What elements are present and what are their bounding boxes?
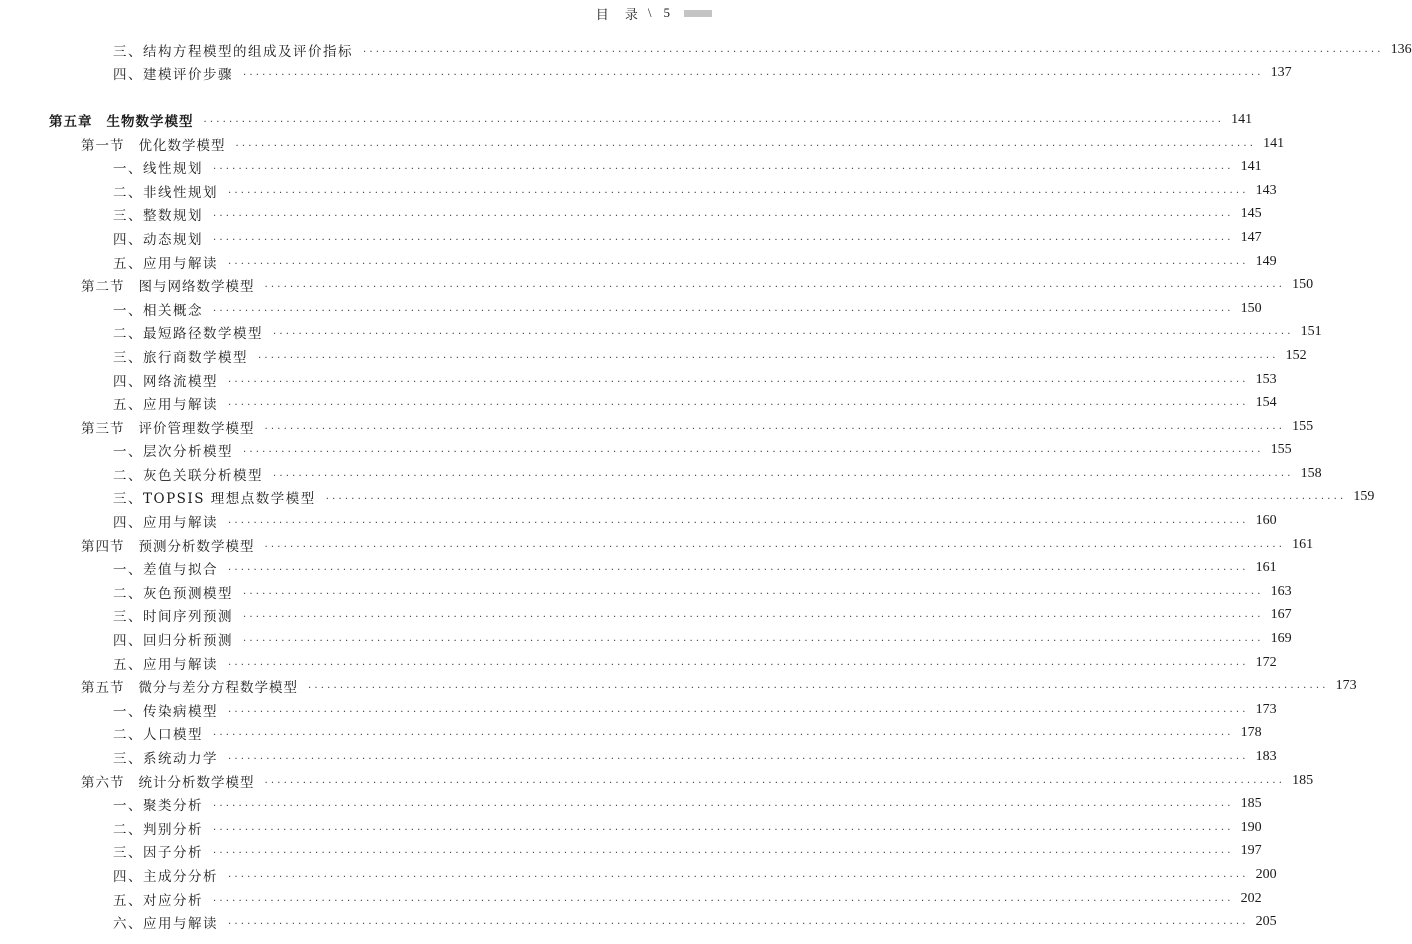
toc-item-entry[interactable] [0,321,1322,345]
dot-leader: ................................................................................................................................................................ [228,868,1249,880]
toc-item-entry[interactable] [0,863,1277,887]
toc-page-number: 173 [1335,678,1357,694]
toc-item-entry[interactable] [0,155,1262,179]
toc-item-entry[interactable] [0,62,1292,86]
dot-leader: ................................................................................................................................................................ [228,255,1249,267]
toc-page-number: 202 [1240,890,1262,906]
dot-leader: ................................................................................................................................................................ [228,373,1249,385]
toc-entry-label [113,252,228,272]
toc-page-number: 161 [1255,560,1277,576]
toc-page-number: 160 [1255,513,1277,529]
toc-entry-label [81,771,265,791]
page-tab-marker [684,10,712,17]
dot-leader: ................................................................................................................................................................ [273,326,1294,338]
toc-item-entry[interactable] [0,910,1277,934]
dot-leader: ................................................................................................................................................................ [243,67,1264,79]
toc-item-entry[interactable] [0,439,1292,463]
toc-chapter-entry[interactable] [0,108,1253,132]
header-separator: \ [647,5,652,20]
dot-leader: ................................................................................................................................................................ [264,279,1286,291]
toc-page-number: 143 [1255,182,1277,198]
toc-item-entry[interactable] [0,391,1277,415]
dot-leader: ................................................................................................................................................................ [213,208,1234,220]
dot-leader: ................................................................................................................................................................ [325,491,1347,503]
dot-leader: ................................................................................................................................................................ [243,609,1264,621]
toc-page-number: 185 [1240,796,1262,812]
toc-entry-title: 五、应用与解读 [113,255,218,272]
toc-item-entry[interactable] [0,509,1277,533]
toc-section-entry[interactable] [0,674,1357,698]
toc-page-number: 145 [1240,206,1262,222]
toc-page-number: 150 [1240,300,1262,316]
toc-entry-label [113,299,213,319]
toc-entry-label [113,370,228,390]
toc-entry-title: 一、聚类分析 [113,798,203,815]
toc-entry-title: 四、主成分分析 [113,868,218,885]
dot-leader: ................................................................................................................................................................ [228,184,1249,196]
toc-entry-label [113,889,213,909]
toc-entry-title: 一、线性规划 [113,161,203,178]
header-page-number: 5 [663,5,670,20]
toc-entry-label [113,912,228,932]
toc-page-number: 136 [1390,41,1412,57]
toc-entry-label [113,393,228,413]
dot-leader: ................................................................................................................................................................ [213,302,1234,314]
toc-item-entry[interactable] [0,887,1262,911]
dot-leader: ................................................................................................................................................................ [264,538,1286,550]
toc-item-entry[interactable] [0,250,1277,274]
toc-entry-label [113,440,243,460]
dot-leader: ................................................................................................................................................................ [243,444,1264,456]
toc-entry-title: 预测分析数学模型 [138,538,255,555]
dot-leader: ................................................................................................................................................................ [213,845,1234,857]
toc-entry-label [113,157,213,177]
dot-leader: ................................................................................................................................................................ [243,633,1264,645]
running-header [596,4,712,22]
dot-leader: ................................................................................................................................................................ [203,113,1225,125]
toc-page-number: 178 [1240,725,1262,741]
dot-leader: ................................................................................................................................................................ [308,680,1329,692]
toc-entry-label [113,346,258,366]
toc-page-number: 155 [1270,442,1292,458]
toc-item-entry[interactable] [0,627,1292,651]
toc-entry-number: 第四节 [81,538,125,555]
toc-entry-title: 一、差值与拟合 [113,562,218,579]
toc-entry-title: 四、应用与解读 [113,515,218,532]
toc-item-entry[interactable] [0,651,1277,675]
toc-page-number: 161 [1292,536,1314,552]
toc-page-number: 173 [1255,701,1277,717]
toc-entry-title: 六、应用与解读 [113,916,218,933]
dot-leader: ................................................................................................................................................................ [228,562,1249,574]
toc-entry-title: 三、时间序列预测 [113,609,233,626]
toc-page-number: 158 [1300,465,1322,481]
toc-entry-label [81,676,308,696]
toc-page-number: 167 [1270,607,1292,623]
toc-entry-label [113,487,326,507]
toc-entry-title: 四、建模评价步骤 [113,67,233,84]
toc-entry-title: 二、最短路径数学模型 [113,326,263,343]
toc-page-number: 141 [1231,111,1253,127]
toc-entry-title: 一、相关概念 [113,302,203,319]
toc-page-number: 172 [1255,654,1277,670]
dot-leader: ................................................................................................................................................................ [228,515,1249,527]
toc-page-number: 190 [1240,819,1262,835]
toc-entry-label [81,275,265,295]
toc-item-entry[interactable] [0,722,1262,746]
toc-entry-number: 第三节 [81,420,125,437]
toc-page-number: 169 [1270,631,1292,647]
toc-entry-label [49,110,204,130]
toc-page-number: 152 [1285,347,1307,363]
toc-entry-title: 五、对应分析 [113,892,203,909]
toc-section-entry[interactable] [0,273,1314,297]
toc-entry-title: 二、灰色关联分析模型 [113,467,263,484]
toc-section-entry[interactable] [0,533,1314,557]
toc-item-entry[interactable] [0,38,1412,62]
toc-entry-label [113,582,243,602]
toc-entry-label [113,322,273,342]
toc-entry-number: 第二节 [81,279,125,296]
toc-item-entry[interactable] [0,297,1262,321]
toc-page-number: 147 [1240,229,1262,245]
toc-item-entry[interactable] [0,462,1322,486]
table-of-contents [0,38,1412,934]
dot-leader: ................................................................................................................................................................ [264,774,1286,786]
toc-page-number: 183 [1255,749,1277,765]
toc-item-entry[interactable] [0,344,1307,368]
dot-leader: ................................................................................................................................................................ [363,43,1384,55]
toc-entry-label [113,228,213,248]
toc-item-entry[interactable] [0,179,1277,203]
toc-entry-title: 四、动态规划 [113,231,203,248]
toc-entry-title: 三、系统动力学 [113,751,218,768]
toc-section-entry[interactable] [0,769,1314,793]
toc-entry-title: 评价管理数学模型 [138,420,255,437]
toc-entry-number: 第五节 [81,680,125,697]
header-title: 目 录 [595,7,644,23]
toc-entry-label [113,464,273,484]
toc-item-entry[interactable] [0,745,1277,769]
toc-entry-label [113,629,243,649]
toc-entry-title: 四、回归分析预测 [113,633,233,650]
toc-entry-label [113,818,213,838]
toc-entry-title: 统计分析数学模型 [138,774,255,791]
dot-leader: ................................................................................................................................................................ [243,585,1264,597]
toc-section-entry[interactable] [0,132,1285,156]
toc-entry-title: 微分与差分方程数学模型 [138,680,298,697]
toc-entry-title: 三、结构方程模型的组成及评价指标 [113,43,353,60]
toc-entry-label [113,40,363,60]
dot-leader: ................................................................................................................................................................ [213,798,1234,810]
toc-page-number: 155 [1292,418,1314,434]
toc-entry-label [113,747,228,767]
toc-entry-label [113,63,243,83]
toc-page-number: 153 [1255,371,1277,387]
dot-leader: ................................................................................................................................................................ [213,892,1234,904]
dot-leader: ................................................................................................................................................................ [235,137,1257,149]
toc-entry-title: 二、判别分析 [113,821,203,838]
toc-entry-number: 第一节 [81,137,125,154]
toc-page-number: 159 [1353,489,1375,505]
toc-item-entry[interactable] [0,556,1277,580]
toc-entry-title: 一、传染病模型 [113,703,218,720]
toc-page-number: 163 [1270,583,1292,599]
toc-entry-label [113,653,228,673]
toc-section-entry[interactable] [0,415,1314,439]
dot-leader: ................................................................................................................................................................ [258,349,1279,361]
toc-entry-title: 五、应用与解读 [113,656,218,673]
toc-entry-title: 三、旅行商数学模型 [113,349,248,366]
toc-page-number: 137 [1270,65,1292,81]
dot-leader: ................................................................................................................................................................ [213,727,1234,739]
toc-page-number: 149 [1255,253,1277,269]
toc-item-entry[interactable] [0,203,1262,227]
toc-page-number: 141 [1240,159,1262,175]
dot-leader: ................................................................................................................................................................ [228,703,1249,715]
toc-item-entry[interactable] [0,604,1292,628]
toc-entry-title: 生物数学模型 [106,113,194,130]
toc-item-entry[interactable] [0,792,1262,816]
toc-entry-label [113,794,213,814]
dot-leader: ................................................................................................................................................................ [228,397,1249,409]
toc-entry-title: 优化数学模型 [138,137,226,154]
toc-item-entry[interactable] [0,580,1292,604]
toc-entry-label [81,134,236,154]
toc-item-entry[interactable] [0,840,1262,864]
toc-entry-label [113,511,228,531]
toc-entry-label [113,181,228,201]
dot-leader: ................................................................................................................................................................ [213,161,1234,173]
toc-item-entry[interactable] [0,226,1262,250]
toc-entry-title: 一、层次分析模型 [113,444,233,461]
dot-leader: ................................................................................................................................................................ [213,821,1234,833]
toc-entry-label [113,204,213,224]
toc-entry-label [113,605,243,625]
toc-page-number: 185 [1292,772,1314,788]
toc-item-entry[interactable] [0,698,1277,722]
toc-entry-label [113,865,228,885]
dot-leader: ................................................................................................................................................................ [228,656,1249,668]
toc-entry-label [113,558,228,578]
toc-entry-label [113,841,213,861]
toc-page-number: 197 [1240,843,1262,859]
toc-page-number: 141 [1263,135,1285,151]
toc-entry-title: 三、因子分析 [113,845,203,862]
toc-entry-label [113,723,213,743]
toc-item-entry[interactable] [0,816,1262,840]
toc-entry-title: 二、非线性规划 [113,184,218,201]
toc-page-number: 200 [1255,866,1277,882]
toc-entry-number: 第五章 [49,113,93,130]
toc-page-number: 151 [1300,324,1322,340]
toc-entry-label [81,535,265,555]
toc-entry-title: 二、灰色预测模型 [113,585,233,602]
dot-leader: ................................................................................................................................................................ [213,231,1234,243]
toc-entry-label [113,700,228,720]
toc-page-number: 205 [1255,914,1277,930]
toc-entry-title: 五、应用与解读 [113,397,218,414]
toc-entry-number: 第六节 [81,774,125,791]
toc-entry-title: 三、TOPSIS 理想点数学模型 [113,491,316,508]
dot-leader: ................................................................................................................................................................ [228,751,1249,763]
toc-entry-title: 四、网络流模型 [113,373,218,390]
dot-leader: ................................................................................................................................................................ [264,420,1286,432]
dot-leader: ................................................................................................................................................................ [273,467,1294,479]
toc-entry-title: 图与网络数学模型 [138,279,255,296]
toc-page-number: 154 [1255,395,1277,411]
toc-item-entry[interactable] [0,368,1277,392]
toc-item-entry[interactable] [0,486,1375,510]
toc-page-number: 150 [1292,277,1314,293]
toc-entry-label [81,417,265,437]
toc-entry-title: 二、人口模型 [113,727,203,744]
dot-leader: ................................................................................................................................................................ [228,916,1249,928]
toc-entry-title: 三、整数规划 [113,208,203,225]
